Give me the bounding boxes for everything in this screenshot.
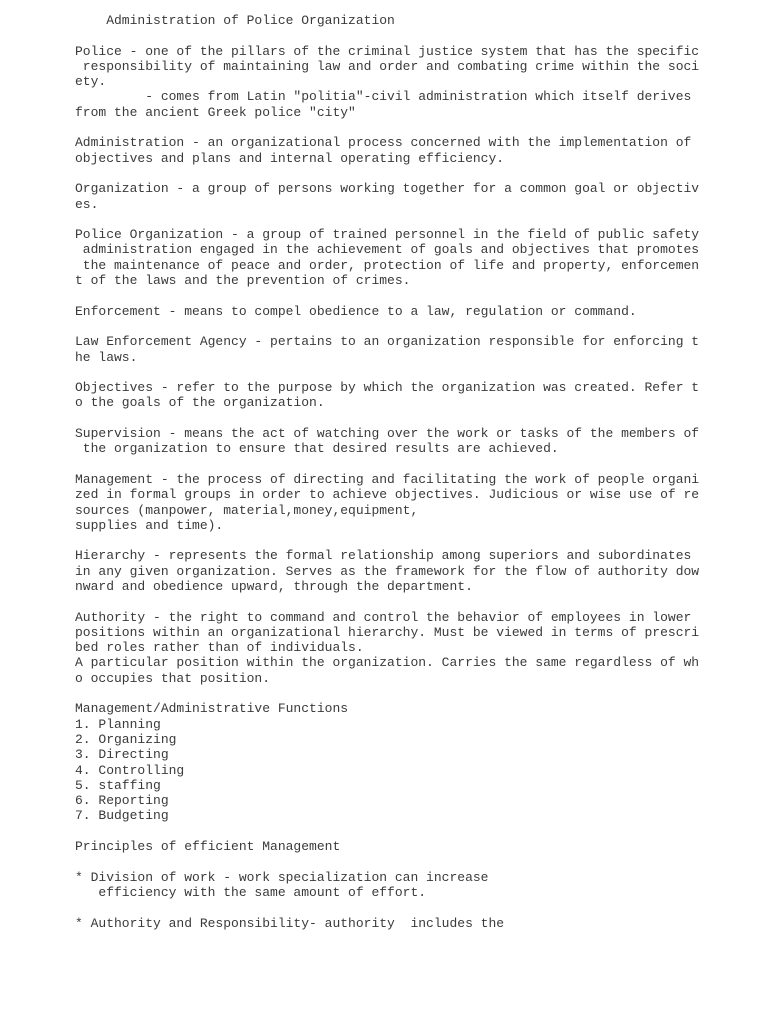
blank-line (75, 824, 735, 839)
text-line: Authority - the right to command and control the behavior of employees in lower (75, 609, 692, 625)
text-line: he laws. (75, 349, 138, 365)
blank-line (75, 319, 735, 334)
text-line: administration engaged in the achievement of goals and objectives that promotes (75, 242, 700, 258)
blank-line (75, 288, 735, 303)
text-line: * Division of work - work specialization can increase (75, 869, 489, 885)
text-line: the organization to ensure that desired results are achieved. (75, 441, 559, 457)
text-line: efficiency with the same amount of effort. (75, 884, 427, 900)
text-line: in any given organization. Serves as the framework for the flow of authority dow (75, 563, 700, 579)
text-line: Police Organization - a group of trained personnel in the field of public safety (75, 227, 700, 243)
text-line: t of the laws and the prevention of crimes. (75, 273, 411, 289)
blank-line (75, 411, 735, 426)
text-line: 7. Budgeting (75, 808, 169, 824)
text-line: 4. Controlling (75, 762, 185, 778)
blank-line (75, 365, 735, 380)
text-line: es. (75, 196, 99, 212)
text-line: Management - the process of directing and facilitating the work of people organi (75, 471, 700, 487)
blank-line (75, 212, 735, 227)
text-line: from the ancient Greek police "city" (75, 104, 356, 120)
text-line: Police - one of the pillars of the criminal justice system that has the specific (75, 43, 700, 59)
text-line: supplies and time). (75, 517, 224, 533)
text-line: Administration - an organizational process concerned with the implementation of (75, 135, 692, 151)
text-line: 5. staffing (75, 777, 161, 793)
blank-line (75, 854, 735, 869)
text-line: objectives and plans and internal operating efficiency. (75, 150, 505, 166)
text-line: sources (manpower, material,money,equipment, (75, 502, 419, 518)
text-line: - comes from Latin "politia"-civil administration which itself derives (75, 89, 692, 105)
text-line: A particular position within the organization. Carries the same regardless of wh (75, 655, 700, 671)
text-line: zed in formal groups in order to achieve objectives. Judicious or wise use of re (75, 487, 700, 503)
text-line: bed roles rather than of individuals. (75, 640, 364, 656)
text-line: Organization - a group of persons working together for a common goal or objectiv (75, 181, 700, 197)
text-line: Objectives - refer to the purpose by which the organization was created. Refer t (75, 380, 700, 396)
document-title: Administration of Police Organization (75, 13, 395, 28)
blank-line (75, 533, 735, 548)
text-line: the maintenance of peace and order, protection of life and property, enforcemen (75, 257, 700, 273)
text-line: 6. Reporting (75, 793, 169, 809)
text-line: 3. Directing (75, 747, 169, 763)
blank-line (75, 594, 735, 609)
text-line: * Authority and Responsibility- authority includes the (75, 915, 505, 931)
text-line: nward and obedience upward, through the department. (75, 578, 473, 594)
blank-line (75, 457, 735, 472)
blank-line (75, 900, 735, 915)
document-page (75, 13, 735, 931)
blank-line (75, 686, 735, 701)
blank-line (75, 28, 735, 43)
text-line: o occupies that position. (75, 670, 271, 686)
text-line: Hierarchy - represents the formal relationship among superiors and subordinates (75, 548, 692, 564)
blank-line (75, 166, 735, 181)
text-line: Management/Administrative Functions (75, 701, 349, 717)
blank-line (75, 120, 735, 135)
text-line: positions within an organizational hierarchy. Must be viewed in terms of prescri (75, 624, 700, 640)
text-line: Principles of efficient Management (75, 839, 341, 855)
text-line: Enforcement - means to compel obedience to a law, regulation or command. (75, 303, 637, 319)
text-line: ety. (75, 74, 107, 90)
text-line: responsibility of maintaining law and order and combating crime within the soci (75, 58, 700, 74)
text-line: 1. Planning (75, 716, 161, 732)
text-line: 2. Organizing (75, 731, 177, 747)
text-line: Supervision - means the act of watching over the work or tasks of the members of (75, 426, 700, 442)
text-line: Law Enforcement Agency - pertains to an organization responsible for enforcing t (75, 334, 700, 350)
text-line: o the goals of the organization. (75, 395, 325, 411)
